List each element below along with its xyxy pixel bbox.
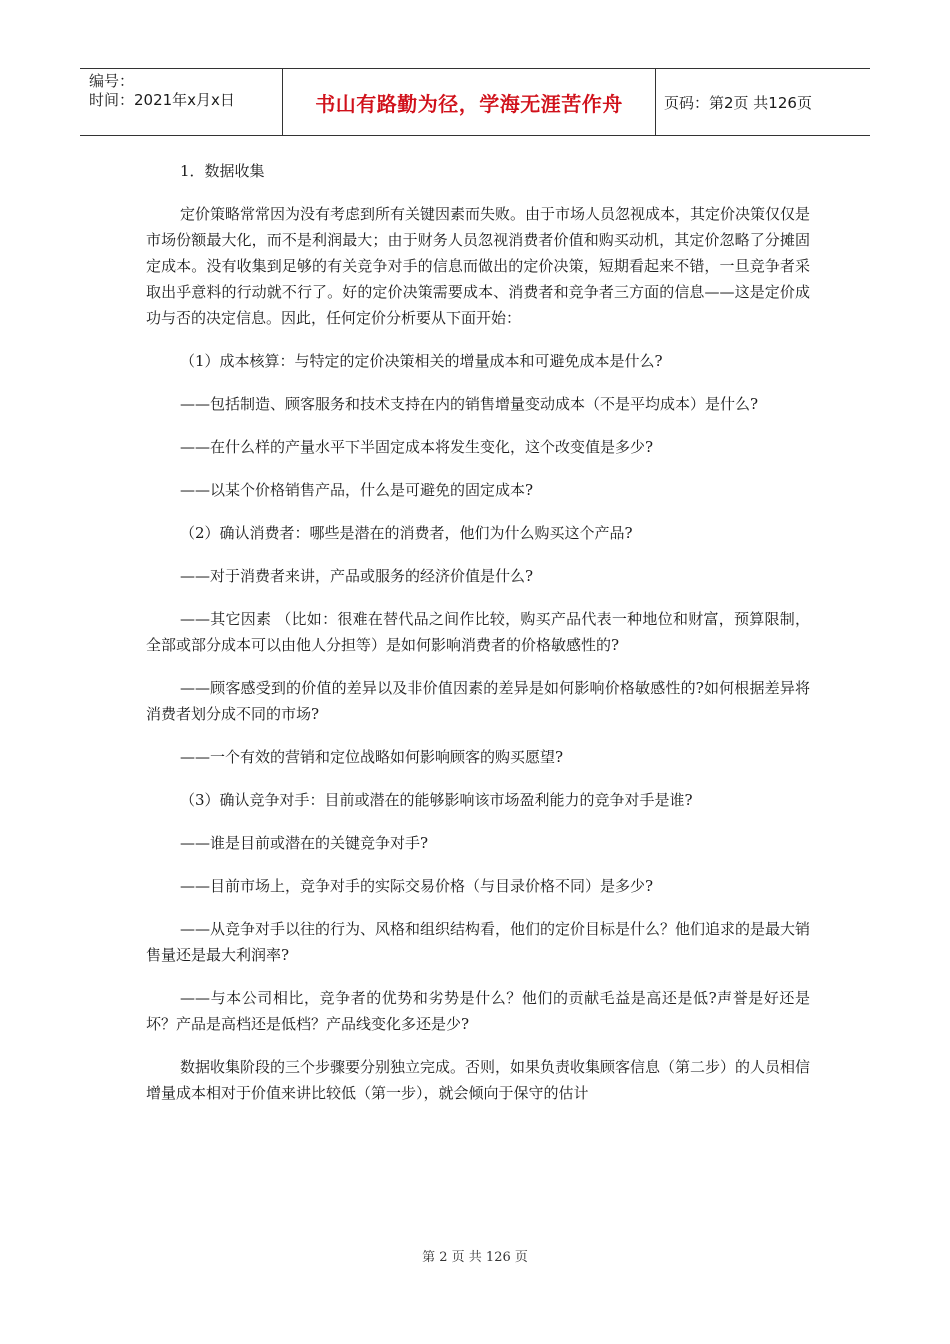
paragraph: ——与本公司相比，竞争者的优势和劣势是什么？他们的贡献毛益是高还是低?声誉是好还是坏？产品是高档还是低档？产品线变化多还是少? bbox=[146, 989, 810, 1033]
header-meta bbox=[80, 69, 283, 135]
time-label: 时间：2021年x月x日 bbox=[89, 91, 235, 109]
paragraph: ——从竞争对手以往的行为、风格和组织结构看，他们的定价目标是什么？他们追求的是最大销售量还是最大利润率? bbox=[146, 920, 811, 964]
section-heading: 1．数据收集 bbox=[180, 162, 265, 180]
paragraph: ——在什么样的产量水平下半固定成本将发生变化，这个改变值是多少? bbox=[180, 438, 654, 456]
page-footer: 第 2 页 共 126 页 bbox=[422, 1250, 528, 1265]
paragraph: （2）确认消费者：哪些是潜在的消费者，他们为什么购买这个产品? bbox=[180, 524, 633, 542]
paragraph: 定价策略常常因为没有考虑到所有关键因素而失败。由于市场人员忽视成本，其定价决策仅仅是市场份额最大化，而不是利润最大；由于财务人员忽视消费者价值和购买动机，其定价忽略了分摊固定成本。没有收集到足够的有关竞争对手的信息而做出的定价决策，短期看起来不错，一旦竞争者采取出乎意料的行动就不行了。好的定价决策需要成本、消费者和竞争者三方面的信息——这是定价成功与否的决定信息。因此，任何定价分析要从下面开始： bbox=[146, 205, 811, 327]
header-motto: 书山有路勤为径，学海无涯苦作舟 bbox=[283, 69, 656, 135]
header-page-info: 页码：第2页 共126页 bbox=[664, 93, 812, 112]
paragraph: ——对于消费者来讲，产品或服务的经济价值是什么? bbox=[180, 567, 534, 585]
paragraph: ——包括制造、顾客服务和技术支持在内的销售增量变动成本（不是平均成本）是什么? bbox=[180, 395, 759, 413]
paragraph: ——以某个价格销售产品，什么是可避免的固定成本? bbox=[180, 481, 534, 499]
paragraph: 数据收集阶段的三个步骤要分别独立完成。否则，如果负责收集顾客信息（第二步）的人员相信增量成本相对于价值来讲比较低（第一步），就会倾向于保守的估计 bbox=[146, 1058, 811, 1102]
number-label: 编号： bbox=[89, 72, 135, 90]
paragraph: ——顾客感受到的价值的差异以及非价值因素的差异是如何影响价格敏感性的?如何根据差异将消费者划分成不同的市场? bbox=[146, 679, 810, 723]
paragraph: ——目前市场上，竞争对手的实际交易价格（与目录价格不同）是多少? bbox=[180, 877, 654, 895]
paragraph: ——其它因素 （比如：很难在替代品之间作比较，购买产品代表一种地位和财富，预算限制，全部或部分成本可以由他人分担等）是如何影响消费者的价格敏感性的? bbox=[146, 610, 810, 654]
page-header bbox=[80, 68, 870, 136]
paragraph: （3）确认竞争对手：目前或潜在的能够影响该市场盈利能力的竞争对手是谁? bbox=[180, 791, 693, 809]
document-body bbox=[146, 158, 810, 1123]
paragraph: （1）成本核算：与特定的定价决策相关的增量成本和可避免成本是什么? bbox=[180, 352, 663, 370]
paragraph: ——谁是目前或潜在的关键竞争对手? bbox=[180, 834, 429, 852]
paragraph: ——一个有效的营销和定位战略如何影响顾客的购买愿望? bbox=[180, 748, 564, 766]
